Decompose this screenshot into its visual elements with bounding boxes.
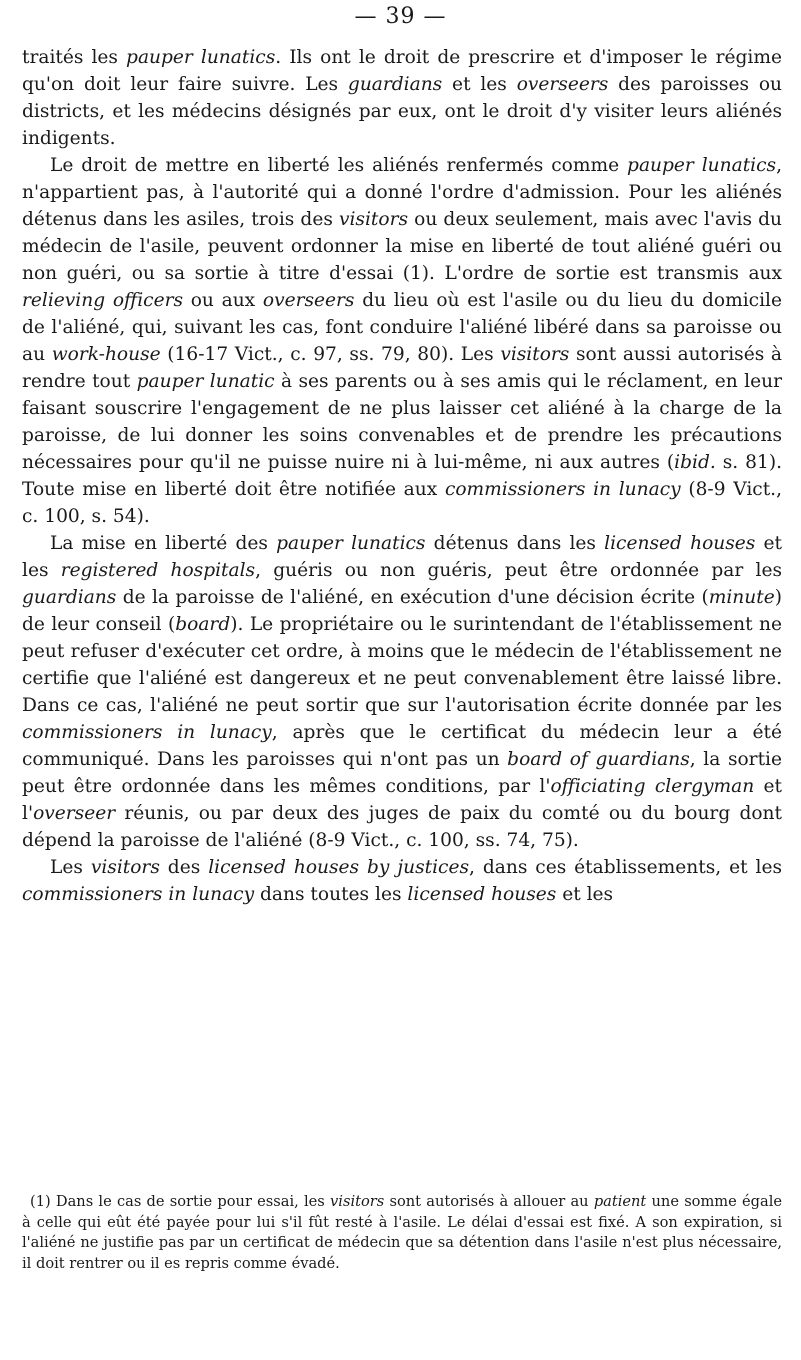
text-run: , dans ces établissements, et les (469, 857, 782, 878)
italic-term: board (175, 614, 231, 635)
text-run: , guéris ou non guéris, peut être ordonnée par les (255, 560, 782, 581)
text-run: réunis, ou par deux des juges de paix du comté ou du bourg dont dépend la paroisse de l'aliéné (8-9 Vict., c. 100, ss. 74, 75). (22, 803, 782, 851)
text-run: Le droit de mettre en liberté les aliénés renfermés comme (50, 155, 628, 176)
text-run: s. 81). Toute mise en liberté doit être notifiée aux (22, 452, 782, 500)
italic-term: board of guardians (507, 749, 690, 770)
italic-term: pauper lunatics (276, 533, 426, 554)
italic-term: visitors (330, 1193, 385, 1210)
italic-term: overseers (262, 290, 355, 311)
italic-term: relieving officers (22, 290, 184, 311)
paragraph-2 (22, 152, 782, 530)
italic-term: pauper lunatics (627, 155, 777, 176)
italic-term: work-house (51, 344, 161, 365)
paragraph-4 (22, 854, 782, 908)
italic-term: ibid. (674, 452, 716, 473)
text-run: à ses parents ou à ses amis qui le réclament, en leur faisant souscrire l'engagement de ne plus laisser cet aliéné à la charge de la paroisse, de lui donner les soins convenables et de prendre les précautions nécessaires pour qu'il ne puisse nuire ni à lui-même, ni aux autres ( (22, 371, 782, 473)
italic-term: visitors (338, 209, 409, 230)
text-run: du lieu où est l'asile ou du lieu du domicile de l'aliéné, qui, suivant les cas, font conduire l'aliéné libéré dans sa paroisse ou au (22, 290, 782, 365)
text-run: et les (556, 884, 614, 905)
text-run: et les (22, 533, 783, 581)
italic-term: pauper lunatics (126, 47, 276, 68)
text-run: ou deux seulement, mais avec l'avis du médecin de l'asile, peuvent ordonner la mise en liberté de tout aliéné guéri ou non guéri, ou sa sortie à titre d'essai (1). L'ordre de sortie est transmis aux (22, 209, 782, 284)
text-run: sont aussi autorisés à rendre tout (22, 344, 782, 392)
italic-term: visitors (90, 857, 160, 878)
italic-term: patient (593, 1193, 647, 1210)
footnote-1 (22, 1192, 782, 1274)
italic-term: commissioners in lunacy (22, 722, 272, 743)
paragraph-3 (22, 530, 782, 854)
text-run: ). Le propriétaire ou le surintendant de l'établissement ne peut refuser d'exécuter cet ordre, à moins que le médecin de l'établissement ne certifie que l'aliéné est dangereux et ne peut convenablement être laissé libre. Dans ce cas, l'aliéné ne peut sortir que sur l'autorisation écrite donnée par les (22, 614, 782, 716)
italic-term: officiating clergyman (550, 776, 755, 797)
text-run: , la sortie peut être ordonnée dans les mêmes conditions, par l' (22, 749, 782, 797)
footnote (22, 1192, 782, 1274)
text-run: La mise en liberté des (50, 533, 277, 554)
text-run: (8-9 Vict., c. 100, s. 54). (22, 479, 782, 527)
italic-term: overseer (33, 803, 116, 824)
italic-term: commissioners in lunacy (22, 884, 255, 905)
text-run: , n'appartient pas, à l'autorité qui a donné l'ordre d'admission. Pour les aliénés détenus dans les asiles, trois des (22, 155, 782, 230)
italic-term: licensed houses by justices (208, 857, 470, 878)
text-run: Les (50, 857, 91, 878)
text-run: (1) Dans le cas de sortie pour essai, les (30, 1193, 331, 1210)
text-run: (16-17 Vict., c. 97, ss. 79, 80). Les (160, 344, 501, 365)
text-run: des (159, 857, 209, 878)
text-run: dans toutes les (254, 884, 408, 905)
italic-term: minute (708, 587, 775, 608)
body-text (22, 44, 782, 908)
text-run: ou aux (183, 290, 263, 311)
italic-term: visitors (500, 344, 570, 365)
italic-term: licensed houses (407, 884, 557, 905)
text-run: . Ils ont le droit de prescrire et d'imposer le régime qu'on doit leur faire suivre. Les (22, 47, 782, 95)
italic-term: overseers (516, 74, 609, 95)
text-run: traités les (22, 47, 127, 68)
page-number: — 39 — (354, 4, 447, 29)
text-run: des paroisses ou districts, et les médecins désignés par eux, ont le droit d'y visiter leurs aliénés indigents. (22, 74, 783, 149)
text-run: détenus dans les (425, 533, 605, 554)
italic-term: guardians (22, 587, 117, 608)
italic-term: pauper lunatic (136, 371, 275, 392)
text-run: ) de leur conseil ( (22, 587, 782, 635)
text-run: une somme égale à celle qui eût été payée pour lui s'il fût resté à l'asile. Le délai d'essai est fixé. A son expiration, si l'aliéné ne justifie pas par un certificat de médecin que sa détention dans l'asile n'est plus nécessaire, il doit rentrer ou il es repris comme évadé. (22, 1193, 782, 1272)
text-run: et les (442, 74, 517, 95)
italic-term: commissioners in lunacy (444, 479, 681, 500)
text-run: et l' (22, 776, 782, 824)
text-run: , après que le certificat du médecin leur a été communiqué. Dans les paroisses qui n'ont pas un (22, 722, 782, 770)
italic-term: guardians (347, 74, 443, 95)
text-run: de la paroisse de l'aliéné, en exécution d'une décision écrite ( (116, 587, 709, 608)
paragraph-1 (22, 44, 782, 152)
italic-term: registered hospitals (60, 560, 256, 581)
text-run: sont autorisés à allouer au (384, 1193, 594, 1210)
italic-term: licensed houses (604, 533, 756, 554)
